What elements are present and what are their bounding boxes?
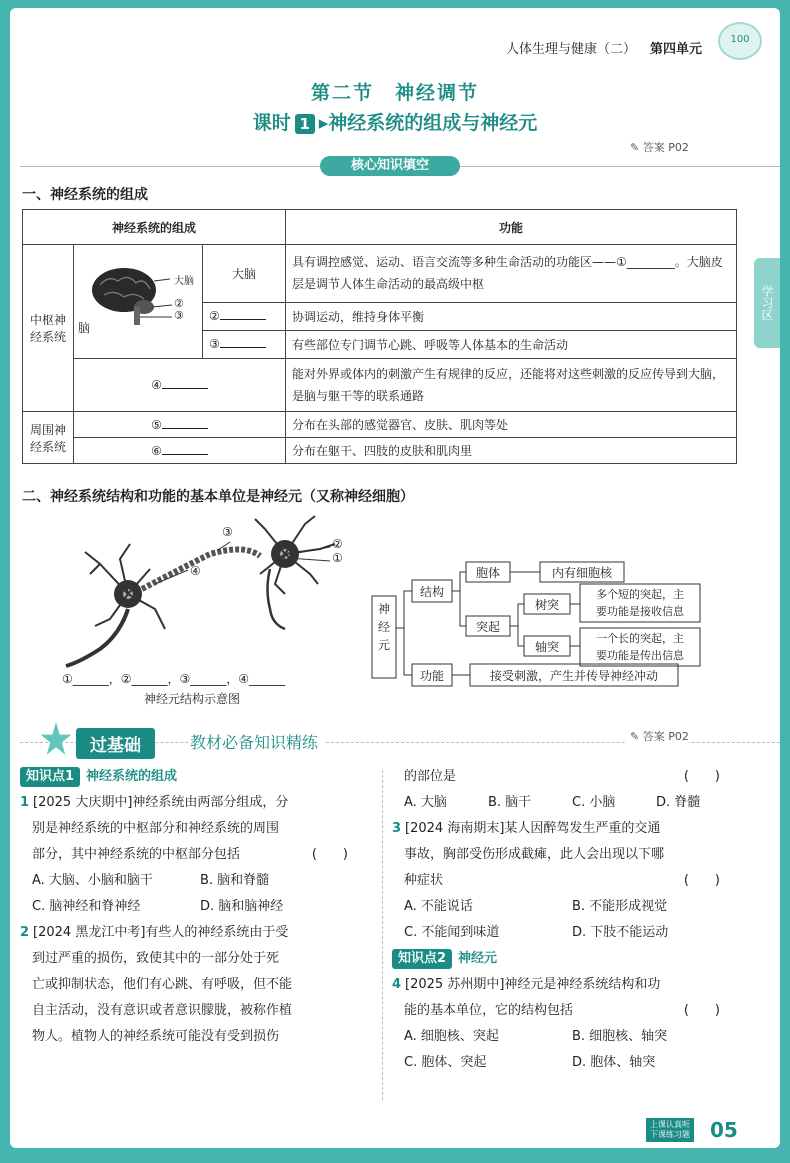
option-b[interactable]: B. 不能形成视觉 [572, 899, 668, 914]
left-column [20, 764, 372, 1050]
option-b[interactable]: B. 细胞核、轴突 [572, 1029, 668, 1044]
brain-label-3: ③ [174, 309, 184, 322]
pen-icon: ✎ [630, 141, 643, 154]
brain-cell [74, 245, 203, 359]
lesson-title [10, 108, 780, 135]
concept-cell-body-desc: 内有细胞核 [551, 566, 612, 580]
neuron-diagram [60, 514, 360, 674]
answer-paren[interactable]: ( ) [311, 847, 348, 862]
cerebrum-label: 大脑 [203, 245, 286, 303]
row3-blank[interactable]: ③ [203, 330, 286, 358]
core-knowledge-band [20, 156, 780, 176]
option-a[interactable]: A. 大脑 [404, 795, 447, 810]
option-c[interactable]: C. 胞体、突起 [404, 1055, 487, 1070]
brain-label-2: ② [174, 297, 184, 310]
question-4: 4 [2025 苏州期中]神经元是神经系统结构和功 能的基本单位，它的结构包括 ( ) A. 细胞核、突起 B. 细胞核、轴突 C. 胞体、突起 D. 胞体、轴突 [392, 972, 744, 1076]
lesson-name: 神经系统的组成与神经元 [328, 112, 538, 134]
footer-slogan: 上课认真听 下课练习题 [646, 1118, 694, 1142]
row5-blank[interactable]: ⑤ [74, 412, 286, 438]
side-tab-study-zone[interactable]: 学习区 [754, 258, 780, 348]
option-d[interactable]: D. 下肢不能运动 [572, 925, 669, 940]
answer-ref-2: ✎ 答案 P02 [626, 728, 689, 744]
cerebrum-function: 具有调控感觉、运动、语言交流等多种生命活动的功能区——①________。大脑皮层是调节人体生命活动的最高级中枢 [286, 245, 737, 303]
concept-cell-body: 胞体 [475, 566, 500, 580]
concept-dendrite: 树突 [534, 598, 559, 612]
option-a[interactable]: A. 细胞核、突起 [404, 1029, 499, 1044]
column-divider [382, 770, 383, 1100]
header-unit: 第四单元 [649, 42, 702, 57]
practice-label: 教材必备知识精练 [190, 730, 326, 753]
practice-badge: 过基础 [76, 728, 155, 759]
row6-function: 分布在躯干、四肢的皮肤和肌肉里 [286, 438, 737, 464]
brand-logo: 100 [718, 22, 762, 60]
option-a[interactable]: A. 大脑、小脑和脑干 [32, 873, 153, 888]
neuron-label-4: ④ [190, 564, 201, 578]
kp1-heading: 知识点1 神经系统的组成 [20, 764, 372, 790]
page-number: 05 [710, 1118, 738, 1142]
option-c[interactable]: C. 不能闻到味道 [404, 925, 500, 940]
kp2-heading: 知识点2 神经元 [392, 946, 744, 972]
row6-blank[interactable]: ⑥ [74, 438, 286, 464]
core-knowledge-label: 核心知识填空 [320, 156, 460, 176]
neuron-fill-blanks[interactable]: ①______，②______，③______，④______ [62, 672, 286, 686]
peripheral-nervous-label: 周围神经系统 [23, 412, 74, 464]
neuron-label-1: ① [332, 551, 343, 565]
question-3: 3 [2024 海南期末]某人因醉驾发生严重的交通 事故，胸部受伤形成截瘫，此人会出现以下哪 种症状 ( ) A. 不能说话 B. 不能形成视觉 C. 不能闻到味道 D. 下肢不能运动 [392, 816, 744, 946]
row4-blank[interactable]: ④ [74, 359, 286, 412]
neuron-label-2: ② [332, 537, 343, 551]
concept-function-desc: 接受刺激，产生并传导神经冲动 [489, 669, 658, 683]
option-d[interactable]: D. 脊髓 [656, 795, 701, 810]
row4-function: 能对外界或体内的刺激产生有规律的反应，还能将对这些刺激的反应传导到大脑，是脑与躯干等的联系通路 [286, 359, 737, 412]
col-header-composition: 神经系统的组成 [23, 210, 286, 245]
part2-heading: 二、神经系统结构和功能的基本单位是神经元（又称神经细胞） [22, 489, 414, 505]
question-1: 1 [2025 大庆期中]神经系统由两部分组成，分 别是神经系统的中枢部分和神经系统的周围 部分，其中神经系统的中枢部分包括 ( ) A. 大脑、小脑和脑干 B. 脑和脊髓 C. 脑神经和脊神经 D. 脑和脑神经 [20, 790, 372, 920]
header-topic: 人体生理与健康（二） [505, 42, 636, 57]
concept-axon-desc: 一个长的突起，主 要功能是传出信息 [596, 632, 684, 662]
option-b[interactable]: B. 脑干 [488, 795, 532, 810]
row3-function: 有些部位专门调节心跳、呼吸等人体基本的生命活动 [286, 330, 737, 358]
right-column: 的部位是 ( ) A. 大脑 B. 脑干 C. 小脑 D. 脊髓 3 [2024 海南期末]某人因醉驾发生严重的交通 事故，胸部受伤形成截瘫，此人会出现以下哪 种症状 ( ) A. 不能说话 B. 不能形成视觉 C. 不能闻到味道 D. 下肢不能运动 知识点2 神经元 4 [2025 苏州期中]神经元是神经系统结构和功 能的基本单位，它的结构包括 ( ) A. 细胞核、突起 B. 细胞核、轴突 C. 胞体、突起 D. 胞体、轴突 [392, 764, 744, 1076]
answer-ref-1: ✎ 答案 P02 [626, 139, 689, 155]
option-c[interactable]: C. 脑神经和脊神经 [32, 899, 141, 914]
concept-axon: 轴突 [534, 640, 559, 654]
nervous-system-table [22, 209, 737, 464]
concept-structure: 结构 [419, 585, 444, 599]
section-title: 第二节 神经调节 [310, 82, 479, 104]
answer-paren[interactable]: ( ) [683, 1003, 720, 1018]
arrow-icon: ▸ [318, 112, 329, 134]
row5-function: 分布在头部的感觉器官、皮肤、肌肉等处 [286, 412, 737, 438]
answer-paren[interactable]: ( ) [683, 769, 720, 784]
option-d[interactable]: D. 胞体、轴突 [572, 1055, 656, 1070]
pen-icon: ✎ [630, 730, 643, 743]
part1-heading: 一、神经系统的组成 [22, 187, 148, 203]
star-mascot-icon [40, 722, 72, 758]
lesson-number: 1 [295, 114, 315, 134]
col-header-function: 功能 [286, 210, 737, 245]
concept-function: 功能 [419, 669, 444, 683]
neuron-caption: 神经元结构示意图 [144, 692, 241, 706]
option-b[interactable]: B. 脑和脊髓 [200, 873, 270, 888]
concept-dendrite-desc: 多个短的突起，主 要功能是接收信息 [596, 588, 684, 618]
row2-function: 协调运动，维持身体平衡 [286, 302, 737, 330]
question-2: 2 [2024 黑龙江中考]有些人的神经系统由于受 到过严重的损伤，致使其中的一部分处于死 亡或抑制状态，他们有心跳、有呼吸，但不能 自主活动，没有意识或者意识朦胧，被称作植 物人。植物人的神经系统可能没有受到损伤 [20, 925, 293, 1044]
answer-paren[interactable]: ( ) [683, 873, 720, 888]
brain-label: 脑 [78, 321, 91, 335]
running-header [506, 38, 702, 57]
neuron-label-3: ③ [222, 525, 233, 539]
concept-process: 突起 [475, 620, 500, 634]
brain-label-cerebrum: 大脑 [174, 276, 194, 287]
central-nervous-label: 中枢神经系统 [23, 245, 74, 412]
option-c[interactable]: C. 小脑 [572, 795, 616, 810]
option-d[interactable]: D. 脑和脑神经 [200, 899, 284, 914]
page [10, 8, 780, 1148]
concept-root: 神经元 [378, 602, 391, 652]
option-a[interactable]: A. 不能说话 [404, 899, 473, 914]
lesson-prefix: 课时 [252, 112, 291, 134]
row2-blank[interactable]: ② [203, 302, 286, 330]
